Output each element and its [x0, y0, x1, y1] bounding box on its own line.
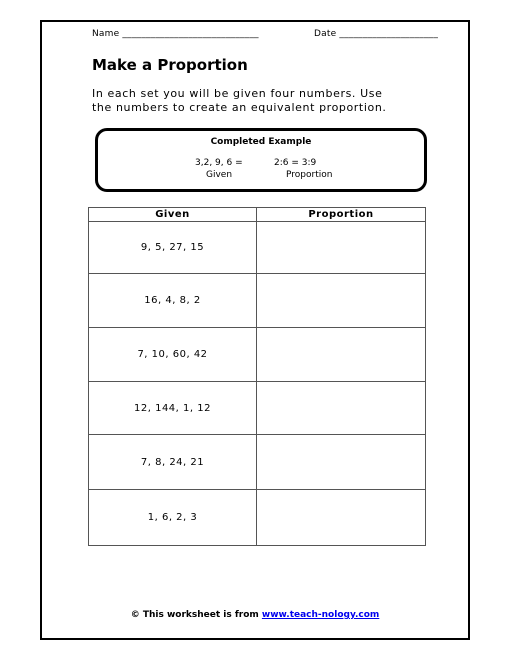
proportion-answer-cell[interactable] — [257, 490, 426, 546]
footer-text: © This worksheet is from — [130, 610, 262, 620]
example-given-label: Given — [206, 170, 233, 180]
proportion-answer-cell[interactable] — [257, 222, 426, 274]
table-header-row — [89, 208, 426, 222]
table-row — [89, 490, 426, 546]
footer-link[interactable]: www.teach-nology.com — [261, 610, 380, 620]
table-row — [89, 328, 426, 382]
table-row — [89, 435, 426, 490]
example-title: Completed Example — [210, 137, 312, 147]
table-row — [89, 222, 426, 274]
proportion-answer-cell[interactable] — [257, 328, 426, 382]
instructions: In each set you will be given four numbers. Use the numbers to create an equivalent proportion. — [92, 87, 387, 114]
proportion-answer-cell[interactable] — [257, 435, 426, 490]
proportion-table — [88, 207, 426, 546]
worksheet-title: Make a Proportion — [92, 56, 248, 74]
example-proportion: 2:6 = 3:9 — [274, 158, 317, 168]
proportion-answer-cell[interactable] — [257, 274, 426, 328]
given-cell: 16, 4, 8, 2 — [89, 274, 257, 328]
proportion-column-header: Proportion — [257, 208, 426, 222]
footer — [0, 610, 510, 620]
example-given-numbers: 3,2, 9, 6 = — [195, 158, 243, 168]
table-row — [89, 382, 426, 435]
given-cell: 12, 144, 1, 12 — [89, 382, 257, 435]
given-cell: 1, 6, 2, 3 — [89, 490, 257, 546]
given-cell: 7, 8, 24, 21 — [89, 435, 257, 490]
example-proportion-label: Proportion — [286, 170, 333, 180]
proportion-answer-cell[interactable] — [257, 382, 426, 435]
given-cell: 7, 10, 60, 42 — [89, 328, 257, 382]
given-column-header: Given — [89, 208, 257, 222]
date-field[interactable]: Date _____________________ — [314, 29, 439, 39]
completed-example-box — [95, 128, 427, 192]
given-cell: 9, 5, 27, 15 — [89, 222, 257, 274]
table-row — [89, 274, 426, 328]
name-field[interactable]: Name _____________________________ — [92, 29, 259, 39]
